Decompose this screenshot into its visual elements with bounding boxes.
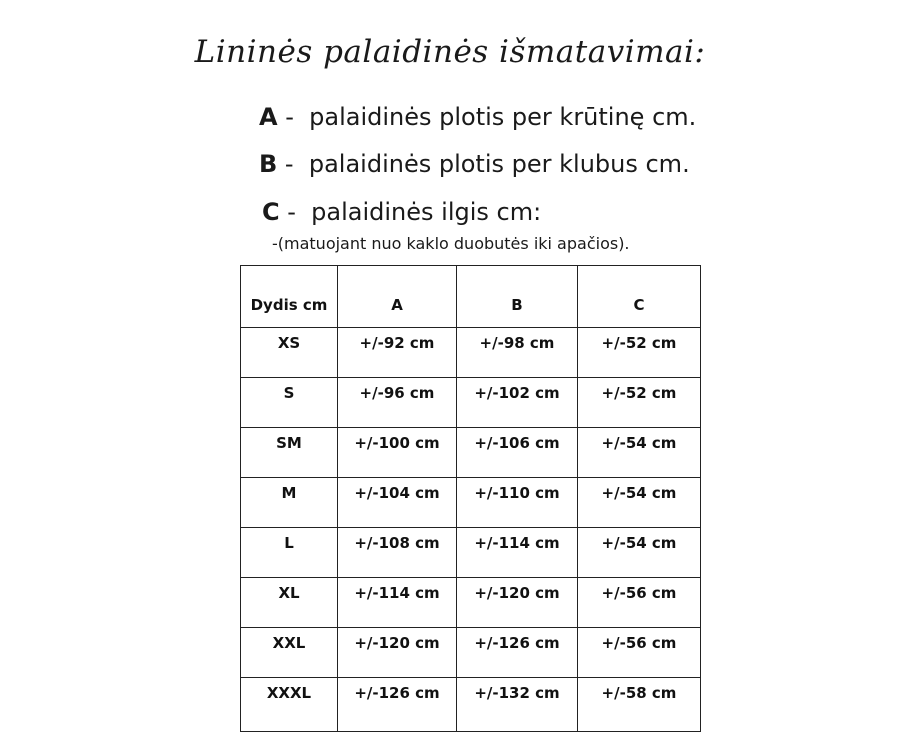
table-row (241, 678, 701, 732)
table-row (241, 628, 701, 678)
cell-size: XXL (241, 628, 338, 678)
cell-b: +/-98 cm (457, 328, 578, 378)
cell-a: +/-92 cm (338, 328, 457, 378)
cell-b: +/-114 cm (457, 528, 578, 578)
size-table (240, 265, 701, 732)
table-row (241, 428, 701, 478)
cell-a: +/-100 cm (338, 428, 457, 478)
legend-separator: - (277, 103, 310, 131)
cell-c: +/-54 cm (578, 478, 701, 528)
cell-a: +/-114 cm (338, 578, 457, 628)
legend-a (259, 103, 696, 131)
table-row (241, 328, 701, 378)
legend-text: palaidinės plotis per klubus cm. (308, 150, 690, 178)
legend-text: palaidinės plotis per krūtinę cm. (309, 103, 697, 131)
cell-b: +/-132 cm (457, 678, 578, 732)
cell-size: L (241, 528, 338, 578)
header-b: B (457, 266, 578, 328)
cell-c: +/-52 cm (578, 378, 701, 428)
cell-b: +/-126 cm (457, 628, 578, 678)
header-size: Dydis cm (241, 266, 338, 328)
legend-letter: C (262, 198, 280, 226)
legend-c (262, 198, 541, 226)
cell-size: S (241, 378, 338, 428)
table-row (241, 578, 701, 628)
cell-size: M (241, 478, 338, 528)
cell-size: XL (241, 578, 338, 628)
cell-a: +/-104 cm (338, 478, 457, 528)
page-title: Lininės palaidinės išmatavimai: (194, 34, 706, 70)
cell-c: +/-56 cm (578, 578, 701, 628)
legend-letter: A (259, 103, 278, 131)
cell-c: +/-56 cm (578, 628, 701, 678)
cell-a: +/-108 cm (338, 528, 457, 578)
cell-b: +/-102 cm (457, 378, 578, 428)
cell-c: +/-54 cm (578, 528, 701, 578)
legend-letter: B (259, 150, 278, 178)
cell-b: +/-110 cm (457, 478, 578, 528)
cell-c: +/-58 cm (578, 678, 701, 732)
cell-a: +/-120 cm (338, 628, 457, 678)
measurement-note: -(matuojant nuo kaklo duobutės iki apačios). (272, 234, 630, 253)
cell-c: +/-52 cm (578, 328, 701, 378)
cell-c: +/-54 cm (578, 428, 701, 478)
legend-separator: - (279, 198, 312, 226)
legend-b (259, 150, 690, 178)
table-row (241, 378, 701, 428)
table-row (241, 528, 701, 578)
cell-b: +/-106 cm (457, 428, 578, 478)
cell-a: +/-126 cm (338, 678, 457, 732)
cell-size: XXXL (241, 678, 338, 732)
cell-a: +/-96 cm (338, 378, 457, 428)
legend-text: palaidinės ilgis cm: (311, 198, 542, 226)
cell-size: SM (241, 428, 338, 478)
cell-size: XS (241, 328, 338, 378)
header-c: C (578, 266, 701, 328)
table-header-row (241, 266, 701, 328)
table-row (241, 478, 701, 528)
legend-separator: - (277, 150, 309, 178)
cell-b: +/-120 cm (457, 578, 578, 628)
header-a: A (338, 266, 457, 328)
